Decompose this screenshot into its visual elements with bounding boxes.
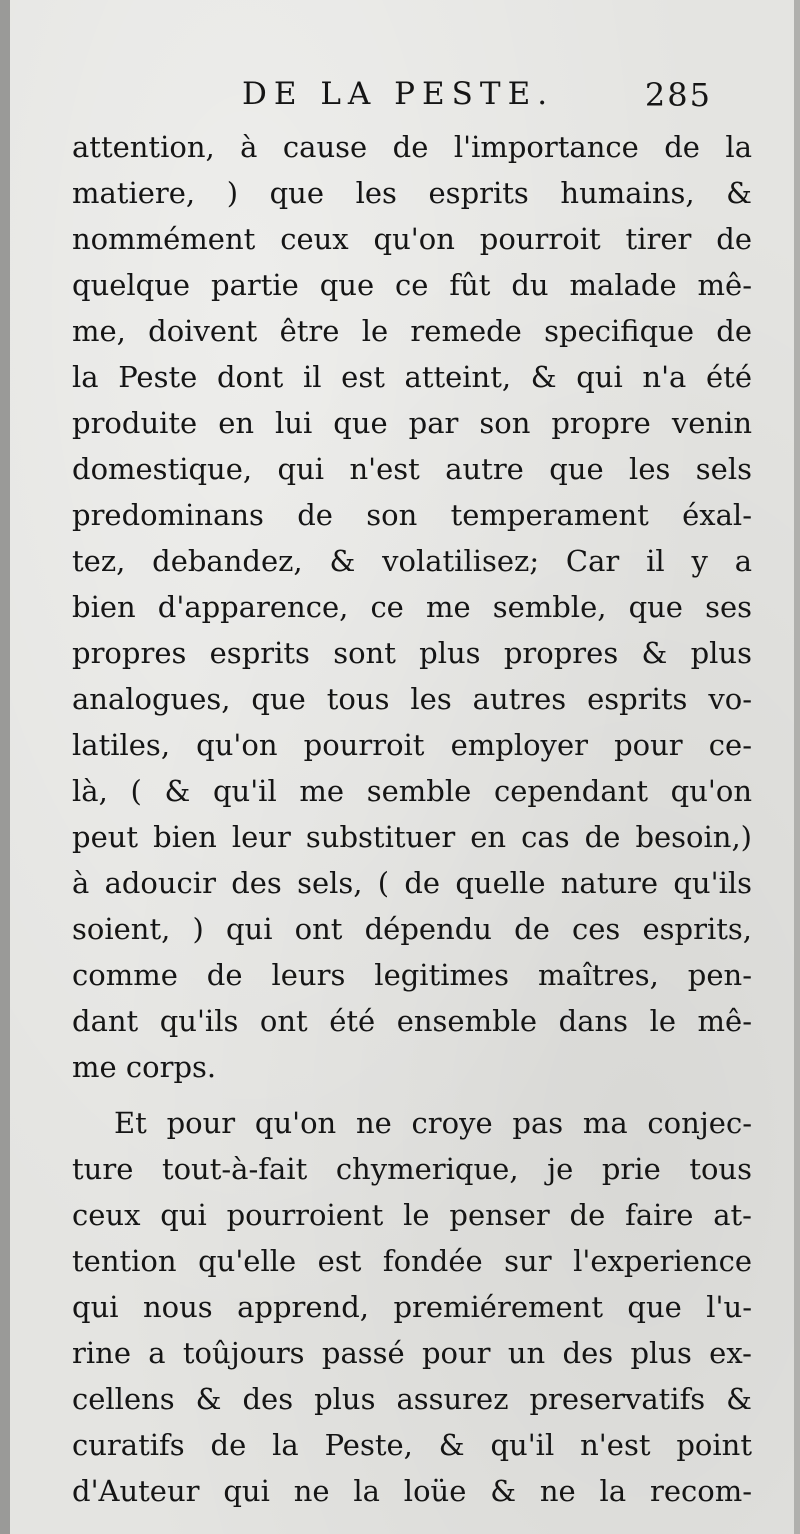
text-line: me, doivent être le remede specifique de xyxy=(72,314,752,348)
text-line: quelque partie que ce fût du malade mê- xyxy=(72,268,752,302)
text-line: rine a toûjours passé pour un des plus ex- xyxy=(72,1336,752,1370)
paragraph-1 xyxy=(72,124,752,1090)
text-line: dant qu'ils ont été ensemble dans le mê- xyxy=(72,1004,752,1038)
text-line: attention, à cause de l'importance de la xyxy=(72,130,752,164)
text-line: à adoucir des sels, ( de quelle nature qu'ils xyxy=(72,866,752,900)
text-line: latiles, qu'on pourroit employer pour ce- xyxy=(72,728,752,762)
running-head xyxy=(242,76,712,122)
text-line: soient, ) qui ont dépendu de ces esprits, xyxy=(72,912,752,946)
text-line: produite en lui que par son propre venin xyxy=(72,406,752,440)
text-line: comme de leurs legitimes maîtres, pen- xyxy=(72,958,752,992)
text-line: ture tout-à-fait chymerique, je prie tous xyxy=(72,1152,752,1186)
text-line: domestique, qui n'est autre que les sels xyxy=(72,452,752,486)
text-line: ceux qui pourroient le penser de faire at- xyxy=(72,1198,752,1232)
text-line: me corps. xyxy=(72,1050,217,1084)
text-line: tention qu'elle est fondée sur l'experience xyxy=(72,1244,752,1278)
text-line: d'Auteur qui ne la loüe & ne la recom- xyxy=(72,1474,752,1508)
running-title: DE LA PESTE. xyxy=(242,76,555,112)
text-line: propres esprits sont plus propres & plus xyxy=(72,636,752,670)
text-line: tez, debandez, & volatilisez; Car il y a xyxy=(72,544,752,578)
text-line: cellens & des plus assurez preservatifs & xyxy=(72,1382,752,1416)
text-block xyxy=(72,124,752,1514)
text-line: qui nous apprend, premiérement que l'u- xyxy=(72,1290,752,1324)
text-line: predominans de son temperament éxal- xyxy=(72,498,752,532)
text-line: nommément ceux qu'on pourroit tirer de xyxy=(72,222,752,256)
text-line: la Peste dont il est atteint, & qui n'a été xyxy=(72,360,752,394)
text-line: curatifs de la Peste, & qu'il n'est point xyxy=(72,1428,752,1462)
text-line: Et pour qu'on ne croye pas ma conjec- xyxy=(114,1106,752,1140)
text-line: bien d'apparence, ce me semble, que ses xyxy=(72,590,752,624)
text-line: matiere, ) que les esprits humains, & xyxy=(72,176,752,210)
page-number: 285 xyxy=(644,76,712,114)
text-line: peut bien leur substituer en cas de besoin,) xyxy=(72,820,752,854)
text-line: là, ( & qu'il me semble cependant qu'on xyxy=(72,774,752,808)
text-line: analogues, que tous les autres esprits vo- xyxy=(72,682,752,716)
paragraph-gap xyxy=(72,1090,752,1100)
paragraph-2 xyxy=(72,1100,752,1514)
